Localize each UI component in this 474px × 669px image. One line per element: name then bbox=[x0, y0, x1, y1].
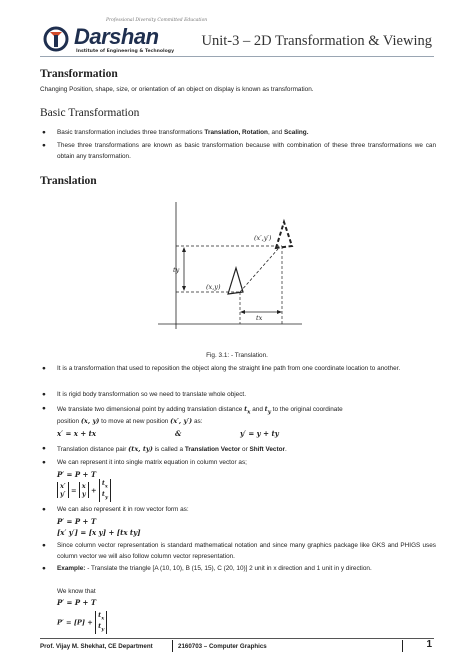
example-text: - Translate the triangle [A (10, 10), B (15, 15), C (20, 10)] 2 unit in x direction and 1 unit in y direction. bbox=[85, 565, 372, 572]
bullet-bold-text: Translation Vector bbox=[184, 446, 241, 453]
equation-p-prime: P′ = P + T bbox=[57, 470, 97, 479]
transformation-definition: Changing Position, shape, size, or orientation of an object on display is known as transformation. bbox=[40, 86, 314, 93]
heading-transformation: Transformation bbox=[40, 68, 118, 80]
footer-divider bbox=[40, 638, 434, 639]
bullet-text: is called a bbox=[152, 446, 185, 453]
bullet-icon: ● bbox=[42, 129, 46, 136]
equation-p-prime-row: P′ = P + T bbox=[57, 517, 97, 526]
equation-p-prime-example: P′ = P + T bbox=[57, 598, 97, 607]
translation-bullet-4 bbox=[40, 444, 436, 456]
heading-translation: Translation bbox=[40, 175, 97, 187]
bullet-text: Since column vector representation is standard mathematical notation and since many graphics package like GKS and PHIGS uses column vector we will also follow column vector representation. bbox=[57, 542, 436, 560]
label-ty: ty bbox=[173, 266, 180, 274]
translated-triangle bbox=[276, 222, 292, 248]
example-matrix-equation: $P' = [P] + t_x$ $t_y$ bbox=[57, 611, 107, 634]
footer-author: Prof. Vijay M. Shekhat, CE Department bbox=[40, 643, 153, 650]
page-number: 1 bbox=[426, 639, 432, 650]
translation-bullet-2 bbox=[40, 390, 436, 401]
bullet-text: We can also represent it in row vector form as: bbox=[57, 506, 189, 513]
translation-bullet-7 bbox=[40, 541, 436, 562]
translation-bullet-8 bbox=[40, 564, 436, 575]
logo-emblem-icon bbox=[42, 24, 72, 54]
header-divider bbox=[40, 56, 434, 57]
basic-bullet-1 bbox=[40, 128, 436, 139]
bullet-icon: ● bbox=[42, 142, 46, 149]
bullet-text: or bbox=[240, 446, 250, 453]
row-vector-equation: [x′ y′] = [x y] + [tx ty] bbox=[57, 528, 141, 537]
example-label: Example: bbox=[57, 565, 86, 572]
bullet-text: to move at new position bbox=[99, 418, 171, 425]
bullet-text: We translate two dimensional point by adding translation distance bbox=[57, 406, 243, 413]
translation-figure bbox=[150, 196, 310, 346]
translation-bullet-6 bbox=[40, 505, 436, 516]
label-old-point: (x,y) bbox=[206, 283, 221, 291]
bullet-icon: ● bbox=[42, 405, 46, 412]
bullet-bold-text: Scaling. bbox=[283, 129, 309, 136]
bullet-text: Translation distance pair bbox=[57, 446, 127, 453]
bullet-bold-text: Shift Vector bbox=[249, 446, 285, 453]
basic-bullet-2 bbox=[40, 141, 436, 162]
column-vector-equation: x′ y′ = x $y + t_x$ $t_y$ bbox=[57, 479, 111, 502]
heading-basic-transformation: Basic Transformation bbox=[40, 107, 140, 119]
unit-title: Unit-3 – 2D Transformation & Viewing bbox=[201, 33, 432, 49]
institute-logo bbox=[40, 14, 208, 58]
bullet-text: position bbox=[57, 418, 81, 425]
bullet-icon: ● bbox=[42, 565, 46, 572]
footer-separator bbox=[172, 640, 173, 652]
translation-bullet-3: ● We translate two dimensional point by adding translation distance $t_x$ and $t_y$ to the original coordinate bbox=[42, 405, 343, 416]
bullet-text: , and bbox=[267, 129, 284, 136]
bullet-icon: ● bbox=[42, 365, 46, 372]
translation-bullet-5 bbox=[40, 458, 436, 469]
original-triangle bbox=[228, 268, 243, 294]
bullet-text: It is a transformation that used to reposition the object along the straight line path from one coordinate location to another. bbox=[57, 365, 401, 372]
bullet-3-continued: position (x, y) to move at new position (x′, y′) as: bbox=[57, 417, 203, 425]
logo-tagline: Professional Diversity Committed Education bbox=[106, 18, 208, 23]
bullet-text: as: bbox=[192, 418, 203, 425]
matrix-lhs: P′ = [P] + bbox=[57, 618, 93, 627]
footer-course: 2160703 – Computer Graphics bbox=[178, 643, 267, 650]
bullet-text: Basic transformation includes three transformations bbox=[57, 129, 205, 136]
bullet-icon: ● bbox=[42, 459, 46, 466]
logo-subtitle: Institute of Engineering & Technology bbox=[76, 49, 175, 54]
bullet-icon: ● bbox=[42, 391, 46, 398]
bullet-icon: ● bbox=[42, 542, 46, 549]
label-tx: tx bbox=[256, 314, 263, 322]
logo-name: Darshan bbox=[74, 24, 159, 49]
bullet-text: These three transformations are known as basic transformation because with combination of these three transformations we can obtain any transformation. bbox=[57, 142, 436, 160]
bullet-text: We can represent it into single matrix equation in column vector as; bbox=[57, 459, 247, 466]
bullet-text: to the original coordinate bbox=[270, 406, 343, 413]
bullet-icon: ● bbox=[42, 506, 46, 513]
translation-pair: (tx, ty) bbox=[128, 445, 153, 453]
bullet-text: and bbox=[250, 406, 265, 413]
bullet-text: It is rigid body transformation so we need to translate whole object. bbox=[57, 391, 246, 398]
we-know-text: We know that bbox=[57, 588, 96, 595]
bullet-icon: ● bbox=[42, 445, 46, 452]
footer-separator bbox=[402, 640, 403, 652]
figure-caption: Fig. 3.1: - Translation. bbox=[206, 352, 268, 359]
bullet-text: . bbox=[285, 446, 287, 453]
equation-x: x′ = x + tx bbox=[57, 429, 97, 438]
equation-ampersand: & bbox=[175, 429, 182, 438]
translation-bullet-1 bbox=[40, 364, 436, 375]
label-new-point: (x′,y′) bbox=[254, 234, 272, 242]
bullet-bold-text: Translation, Rotation bbox=[204, 129, 268, 136]
equation-y: y′ = y + ty bbox=[240, 429, 279, 438]
